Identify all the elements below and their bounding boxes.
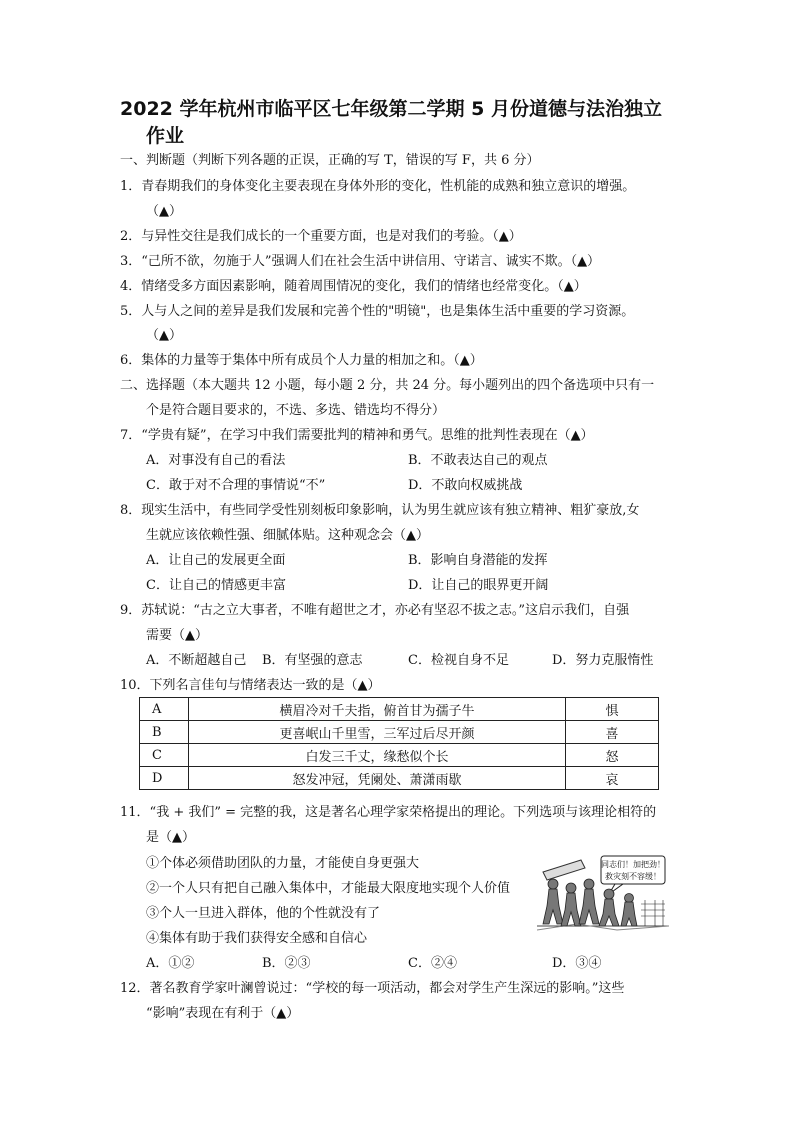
q11-stem: 11．“我 + 我们” = 完整的我，这是著名心理学家荣格提出的理论。下列选项与该理论相符的: [120, 805, 657, 820]
row-quote: 更喜岷山千里雪，三军过后尽开颜: [189, 721, 566, 744]
q8-option-d: D．让自己的眼界更开阔: [408, 578, 549, 593]
row-quote: 白发三千丈，缘愁似个长: [189, 744, 566, 767]
q11-stem-cont: 是（▲）: [146, 830, 195, 845]
row-label: A: [140, 698, 189, 721]
row-label: D: [140, 767, 189, 790]
q9-option-d: D．努力克服惰性: [552, 653, 654, 668]
judge-item-1-answer: （▲）: [146, 204, 182, 219]
q11-statement-1: ①个体必须借助团队的力量，才能使自身更强大: [146, 856, 420, 871]
row-emotion: 喜: [566, 721, 659, 744]
q9-stem-cont: 需要（▲）: [146, 628, 208, 643]
table-row: [140, 698, 659, 721]
table-row: [140, 721, 659, 744]
q9-option-b: B．有坚强的意志: [262, 653, 363, 668]
row-emotion: 哀: [566, 767, 659, 790]
table-row: [140, 767, 659, 790]
speech-line-2: 救灾刻不容缓！: [605, 872, 661, 881]
speech-line-1: 同志们！加把劲！: [601, 860, 665, 869]
q9-option-c: C．检视自身不足: [408, 653, 509, 668]
q11-option-c: C．②④: [408, 956, 457, 971]
q8-stem: 8．现实生活中，有些同学受性别刻板印象影响，认为男生就应该有独立精神、粗犷豪放,女: [120, 503, 640, 518]
row-quote: 怒发冲冠，凭阑处、萧潇雨歇: [189, 767, 566, 790]
q11-option-b: B．②③: [262, 956, 311, 971]
q12-stem: 12．著名教育学家叶澜曾说过：“学校的每一项活动，都会对学生产生深远的影响。”这些: [120, 981, 625, 996]
q11-statement-4: ④集体有助于我们获得安全感和自信心: [146, 931, 368, 946]
q8-stem-cont: 生就应该依赖性强、细腻体贴。这种观念会（▲）: [146, 528, 429, 543]
row-quote: 横眉冷对千夫指，俯首甘为孺子牛: [189, 698, 566, 721]
judge-item-3: 3．“己所不欲，勿施于人”强调人们在社会生活中讲信用、守诺言、诚实不欺。（▲）: [120, 254, 601, 269]
q10-stem: 10．下列名言佳句与情绪表达一致的是（▲）: [120, 678, 381, 693]
q8-option-b: B．影响自身潜能的发挥: [408, 553, 548, 568]
row-emotion: 惧: [566, 698, 659, 721]
row-label: B: [140, 721, 189, 744]
q10-table: [139, 697, 659, 790]
q7-option-b: B．不敢表达自己的观点: [408, 453, 548, 468]
table-row: [140, 744, 659, 767]
row-label: C: [140, 744, 189, 767]
q11-statement-2: ②一个人只有把自己融入集体中，才能最大限度地实现个人价值: [146, 881, 511, 896]
rescue-cartoon-illustration: [537, 854, 669, 934]
q7-option-a: A．对事没有自己的看法: [146, 453, 286, 468]
q11-statement-3: ③个人一旦进入群体，他的个性就没有了: [146, 906, 381, 921]
q8-option-a: A．让自己的发展更全面: [146, 553, 286, 568]
q8-option-c: C．让自己的情感更丰富: [146, 578, 286, 593]
row-emotion: 怒: [566, 744, 659, 767]
q7-stem: 7．“学贵有疑”，在学习中我们需要批判的精神和勇气。思维的批判性表现在（▲）: [120, 428, 594, 443]
judge-item-1: 1．青春期我们的身体变化主要表现在身体外形的变化，性机能的成熟和独立意识的增强。: [120, 179, 636, 194]
section2-header: 二、选择题（本大题共 12 小题，每小题 2 分，共 24 分。每小题列出的四个备选项中只有一: [120, 378, 655, 393]
judge-item-6: 6．集体的力量等于集体中所有成员个人力量的相加之和。（▲）: [120, 353, 483, 368]
q11-option-d: D．③④: [552, 956, 602, 971]
q9-stem: 9．苏轼说：“古之立大事者，不唯有超世之才，亦必有坚忍不拔之志。”这启示我们，自强: [120, 603, 630, 618]
q12-stem-cont: “影响”表现在有利于（▲）: [146, 1006, 300, 1021]
page-title: [120, 96, 680, 150]
q9-option-a: A．不断超越自己: [146, 653, 247, 668]
title-line-2: 作业: [146, 125, 185, 147]
judge-item-2: 2．与异性交往是我们成长的一个重要方面，也是对我们的考验。（▲）: [120, 229, 522, 244]
judge-item-5-answer: （▲）: [146, 328, 182, 343]
q11-option-a: A．①②: [146, 956, 195, 971]
section1-header: 一、判断题（判断下列各题的正误，正确的写 T，错误的写 F，共 6 分）: [120, 153, 540, 168]
judge-item-4: 4．情绪受多方面因素影响，随着周围情况的变化，我们的情绪也经常变化。（▲）: [120, 279, 587, 294]
q7-option-d: D．不敢向权威挑战: [408, 478, 523, 493]
q7-option-c: C．敢于对不合理的事情说“不”: [146, 478, 326, 493]
title-line-1: 2022 学年杭州市临平区七年级第二学期 5 月份道德与法治独立: [120, 98, 662, 120]
section2-header-cont: 个是符合题目要求的，不选、多选、错选均不得分）: [146, 403, 446, 418]
judge-item-5: 5．人与人之间的差异是我们发展和完善个性的"明镜"，也是集体生活中重要的学习资源。: [120, 304, 635, 319]
